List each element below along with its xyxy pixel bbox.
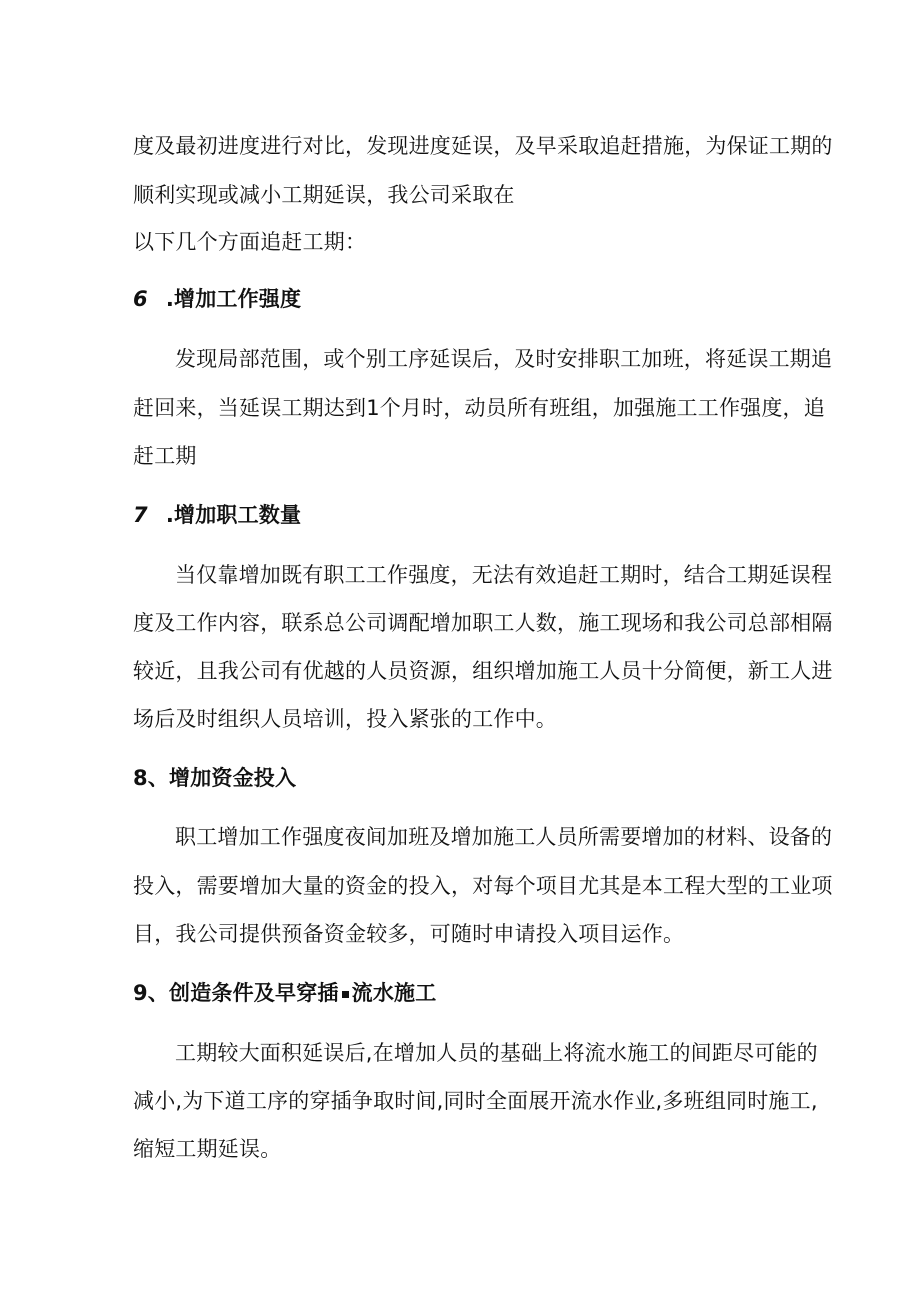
section-8-heading: 8、增加资金投入 [133, 766, 297, 790]
section-8-line-1: 职工增加工作强度夜间加班及增加施工人员所需要增加的材料、设备的 [175, 825, 833, 849]
section-9-line-3: 缩短工期延误。 [133, 1137, 282, 1161]
section-6-line-1: 发现局部范围，或个别工序延误后，及时安排职工加班，将延误工期追 [175, 347, 833, 371]
section-8-line-2: 投入，需要增加大量的资金的投入，对每个项目尤其是本工程大型的工业项 [133, 874, 833, 898]
section-7-number: 7 [133, 503, 148, 527]
section-7-line-3: 较近，且我公司有优越的人员资源，组织增加施工人员十分简便，新工人进 [133, 659, 833, 683]
section-6-line-2: 赶回来，当延误工期达到1个月时，动员所有班组，加强施工工作强度，追 [133, 396, 825, 420]
intro-line-1: 度及最初进度进行对比，发现进度延误，及早采取追赶措施，为保证工期的 [133, 134, 833, 158]
section-7-line-2: 度及工作内容，联系总公司调配增加职工人数，施工现场和我公司总部相隔 [133, 611, 833, 635]
section-9-line-2: 减小,为下道工序的穿插争取时间,同时全面展开流水作业,多班组同时施工, [133, 1089, 818, 1113]
intro-line-3: 以下几个方面追赶工期： [133, 230, 367, 254]
section-9-title-a: 9、创造条件及早穿插 [133, 981, 339, 1005]
section-7-heading [133, 500, 301, 530]
section-6-heading [133, 284, 301, 314]
section-7-line-4: 场后及时组织人员培训，投入紧张的工作中。 [133, 707, 557, 731]
intro-line-2: 顺利实现或减小工期延误，我公司采取在 [133, 183, 515, 207]
section-6-title: .增加工作强度 [165, 287, 302, 311]
square-bullet-icon [342, 991, 349, 998]
section-9-title-b: 流水施工 [351, 981, 437, 1005]
section-9-heading [133, 978, 436, 1008]
section-9-line-1: 工期较大面积延误后,在增加人员的基础上将流水施工的间距尽可能的 [175, 1041, 818, 1065]
section-6-line-3: 赶工期 [133, 444, 197, 468]
section-8-line-3: 目，我公司提供预备资金较多，可随时申请投入项目运作。 [133, 922, 685, 946]
section-7-title: .增加职工数量 [165, 503, 302, 527]
section-7-line-1: 当仅靠增加既有职工工作强度，无法有效追赶工期时，结合工期延误程 [175, 563, 833, 587]
section-6-number: 6 [133, 287, 148, 311]
